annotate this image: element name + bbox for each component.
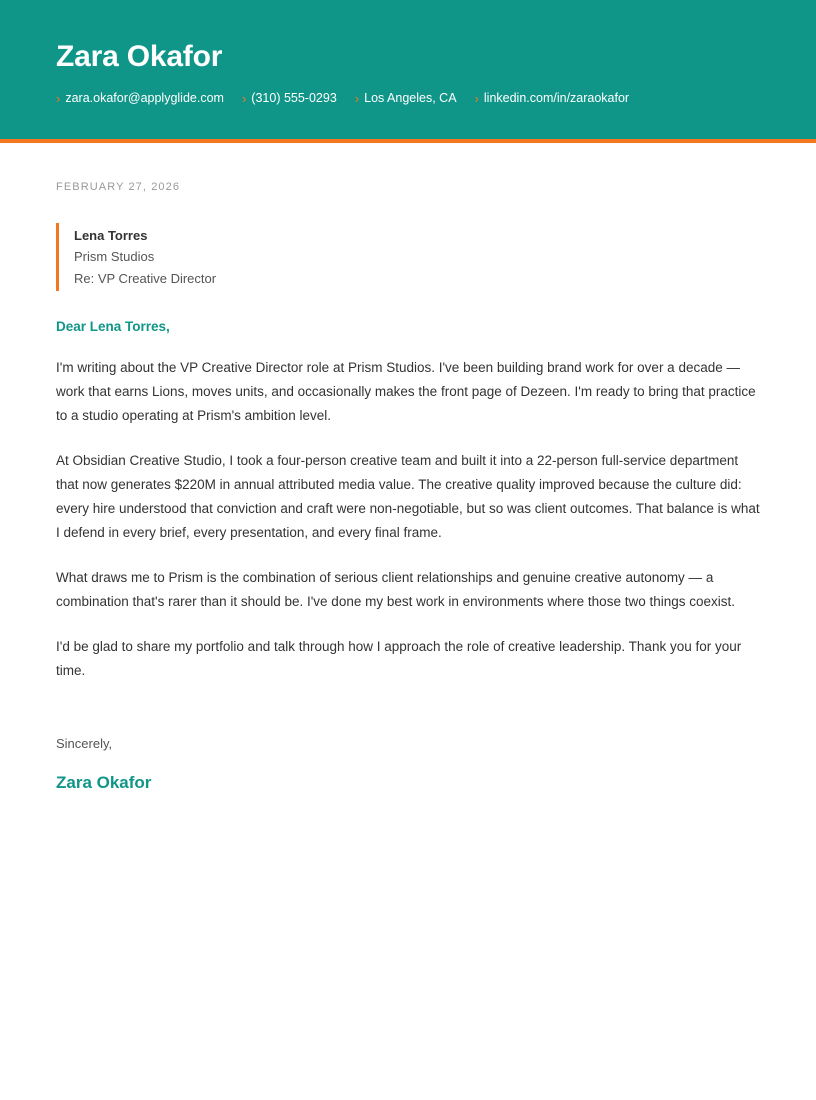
recipient-subject: Re: VP Creative Director <box>74 270 217 286</box>
contact-email-text: zara.okafor@applyglide.com <box>65 91 224 105</box>
closing-spacer <box>56 704 760 736</box>
recipient-name: Lena Torres <box>74 228 148 243</box>
chevron-right-icon: › <box>56 91 61 106</box>
letter-body <box>0 143 816 793</box>
contact-location-text: Los Angeles, CA <box>364 91 457 105</box>
letter-header <box>0 0 816 143</box>
body-paragraph-3: What draws me to Prism is the combination of serious client relationships and genuine creative autonomy — a combination that's rarer than it should be. I've done my best work in environments where those two things coexist. <box>56 570 736 610</box>
salutation: Dear Lena Torres, <box>56 319 170 335</box>
body-paragraph-4: I'd be glad to share my portfolio and talk through how I approach the role of creative leadership. Thank you for your time. <box>56 639 742 679</box>
recipient-company: Prism Studios <box>74 249 155 265</box>
contact-item-email[interactable] <box>56 91 224 106</box>
contact-row <box>56 91 760 106</box>
contact-linkedin-text: linkedin.com/in/zaraokafor <box>483 91 630 105</box>
body-paragraph-2: At Obsidian Creative Studio, I took a four-person creative team and built it into a 22-person full-service department that now generates $220M in annual attributed media value. The creative quality improved because the culture did: every hire understood that conviction and craft were non-negotiable, but so was client outcomes. That balance is what I defend in every brief, every presentation, and every final frame. <box>56 453 760 541</box>
closing-line: Sincerely, <box>56 736 113 752</box>
recipient-block <box>56 223 760 291</box>
chevron-right-icon: › <box>354 91 360 106</box>
contact-item-location[interactable] <box>355 91 457 106</box>
contact-item-phone[interactable] <box>242 91 337 106</box>
sender-name: Zara Okafor <box>56 40 223 73</box>
contact-phone-text: (310) 555-0293 <box>251 91 337 105</box>
contact-item-linkedin[interactable] <box>475 91 630 106</box>
signature-name: Zara Okafor <box>56 773 152 793</box>
letter-date: FEBRUARY 27, 2026 <box>56 181 181 193</box>
chevron-right-icon: › <box>241 91 247 106</box>
body-paragraph-1: I'm writing about the VP Creative Director role at Prism Studios. I've been building brand work for over a decade — work that earns Lions, moves units, and occasionally makes the front page of Dezeen. I'm ready to bring that practice to a studio operating at Prism's ambition level. <box>56 360 756 424</box>
chevron-right-icon: › <box>474 91 479 106</box>
